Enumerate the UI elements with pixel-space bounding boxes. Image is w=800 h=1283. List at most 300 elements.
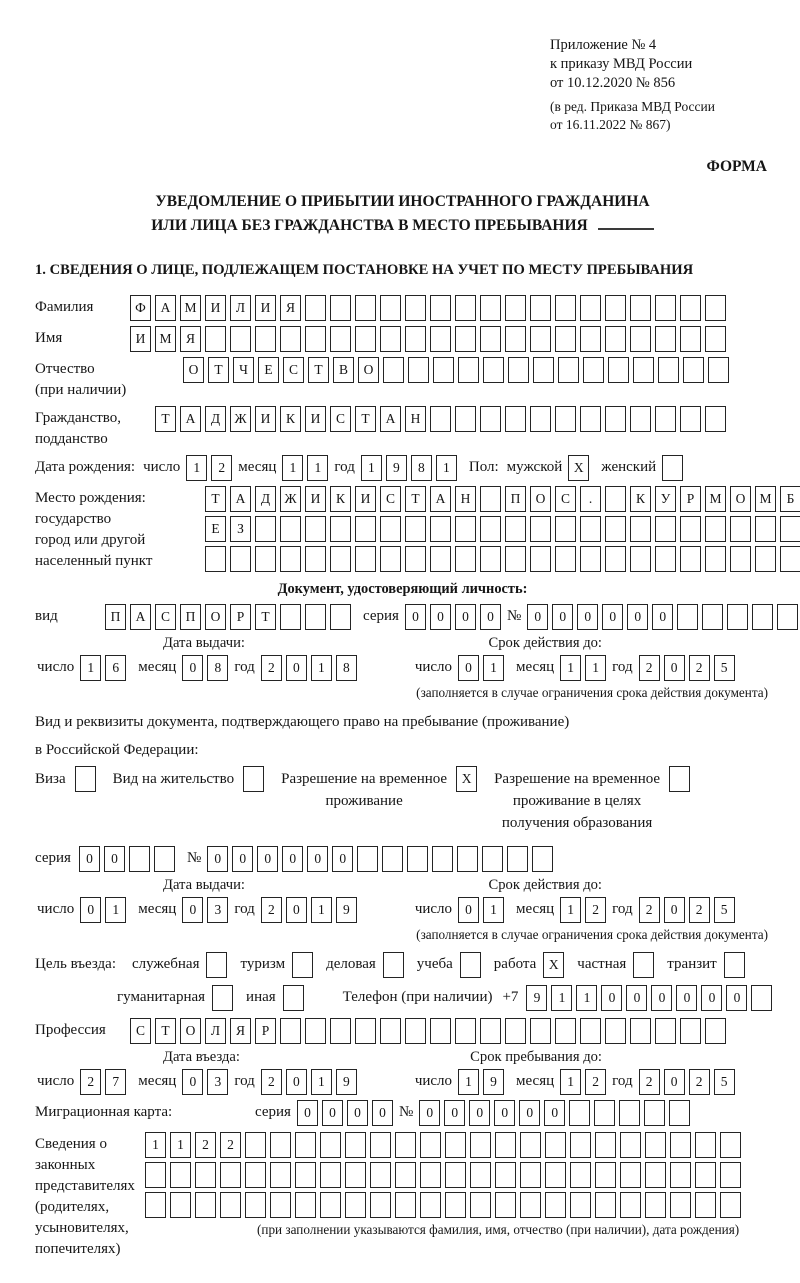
char-box[interactable] xyxy=(777,604,798,630)
char-box[interactable] xyxy=(580,406,601,432)
char-box[interactable] xyxy=(255,516,276,542)
char-box[interactable] xyxy=(670,1192,691,1218)
char-box[interactable]: 0 xyxy=(286,1069,307,1095)
char-box[interactable]: 0 xyxy=(701,985,722,1011)
char-box[interactable] xyxy=(605,295,626,321)
char-box[interactable] xyxy=(605,486,626,512)
char-box[interactable]: П xyxy=(180,604,201,630)
char-box[interactable]: 0 xyxy=(104,846,125,872)
char-box[interactable] xyxy=(620,1132,641,1158)
char-box[interactable] xyxy=(129,846,150,872)
char-box[interactable]: Ф xyxy=(130,295,151,321)
char-box[interactable] xyxy=(295,1192,316,1218)
char-box[interactable] xyxy=(470,1192,491,1218)
char-box[interactable] xyxy=(430,1018,451,1044)
char-box[interactable]: 0 xyxy=(80,897,101,923)
char-box[interactable]: 0 xyxy=(182,1069,203,1095)
char-box[interactable] xyxy=(220,1192,241,1218)
char-box[interactable] xyxy=(520,1192,541,1218)
char-box[interactable]: А xyxy=(230,486,251,512)
char-box[interactable]: 1 xyxy=(458,1069,479,1095)
char-box[interactable]: 1 xyxy=(282,455,303,481)
char-box[interactable] xyxy=(495,1162,516,1188)
char-box[interactable]: С xyxy=(330,406,351,432)
char-box[interactable] xyxy=(730,546,751,572)
checkbox[interactable] xyxy=(724,952,745,978)
char-box[interactable] xyxy=(408,357,429,383)
char-box[interactable] xyxy=(680,516,701,542)
char-box[interactable] xyxy=(630,546,651,572)
char-box[interactable]: . xyxy=(580,486,601,512)
char-box[interactable] xyxy=(330,604,351,630)
char-box[interactable] xyxy=(633,357,654,383)
char-box[interactable]: 0 xyxy=(676,985,697,1011)
char-box[interactable] xyxy=(555,295,576,321)
char-box[interactable] xyxy=(305,546,326,572)
char-box[interactable] xyxy=(677,604,698,630)
char-box[interactable]: 2 xyxy=(585,1069,606,1095)
char-box[interactable]: 8 xyxy=(207,655,228,681)
char-box[interactable]: 1 xyxy=(585,655,606,681)
char-box[interactable]: 0 xyxy=(286,897,307,923)
char-box[interactable] xyxy=(505,546,526,572)
char-box[interactable] xyxy=(407,846,428,872)
char-box[interactable]: 0 xyxy=(544,1100,565,1126)
char-box[interactable] xyxy=(480,546,501,572)
char-box[interactable]: 1 xyxy=(436,455,457,481)
char-box[interactable] xyxy=(555,1018,576,1044)
char-box[interactable]: Е xyxy=(205,516,226,542)
char-box[interactable] xyxy=(495,1132,516,1158)
char-box[interactable]: 2 xyxy=(261,655,282,681)
char-box[interactable] xyxy=(305,295,326,321)
char-box[interactable] xyxy=(245,1162,266,1188)
char-box[interactable] xyxy=(145,1162,166,1188)
char-box[interactable] xyxy=(545,1192,566,1218)
char-box[interactable] xyxy=(305,1018,326,1044)
char-box[interactable] xyxy=(580,295,601,321)
checkbox[interactable]: X xyxy=(456,766,477,792)
char-box[interactable] xyxy=(230,326,251,352)
char-box[interactable] xyxy=(705,546,726,572)
char-box[interactable]: К xyxy=(630,486,651,512)
char-box[interactable] xyxy=(195,1192,216,1218)
char-box[interactable] xyxy=(458,357,479,383)
char-box[interactable] xyxy=(455,326,476,352)
char-box[interactable]: 0 xyxy=(664,655,685,681)
char-box[interactable]: 2 xyxy=(639,655,660,681)
char-box[interactable]: 9 xyxy=(526,985,547,1011)
char-box[interactable]: М xyxy=(180,295,201,321)
char-box[interactable] xyxy=(505,1018,526,1044)
char-box[interactable]: Н xyxy=(455,486,476,512)
char-box[interactable] xyxy=(382,846,403,872)
char-box[interactable] xyxy=(680,1018,701,1044)
char-box[interactable]: Е xyxy=(258,357,279,383)
char-box[interactable] xyxy=(420,1132,441,1158)
char-box[interactable] xyxy=(345,1192,366,1218)
checkbox[interactable] xyxy=(283,985,304,1011)
char-box[interactable] xyxy=(695,1132,716,1158)
char-box[interactable] xyxy=(545,1132,566,1158)
checkbox[interactable] xyxy=(206,952,227,978)
char-box[interactable] xyxy=(580,326,601,352)
char-box[interactable] xyxy=(455,546,476,572)
char-box[interactable]: 2 xyxy=(261,897,282,923)
char-box[interactable]: 0 xyxy=(527,604,548,630)
char-box[interactable]: Я xyxy=(280,295,301,321)
char-box[interactable] xyxy=(195,1162,216,1188)
char-box[interactable] xyxy=(555,546,576,572)
char-box[interactable] xyxy=(520,1162,541,1188)
char-box[interactable] xyxy=(594,1100,615,1126)
char-box[interactable] xyxy=(280,516,301,542)
char-box[interactable] xyxy=(751,985,772,1011)
char-box[interactable] xyxy=(608,357,629,383)
checkbox[interactable] xyxy=(292,952,313,978)
char-box[interactable] xyxy=(480,486,501,512)
char-box[interactable]: 0 xyxy=(282,846,303,872)
char-box[interactable]: 1 xyxy=(361,455,382,481)
char-box[interactable]: 0 xyxy=(332,846,353,872)
char-box[interactable] xyxy=(345,1132,366,1158)
char-box[interactable] xyxy=(705,516,726,542)
checkbox[interactable] xyxy=(460,952,481,978)
char-box[interactable]: 0 xyxy=(651,985,672,1011)
char-box[interactable]: 1 xyxy=(311,1069,332,1095)
char-box[interactable] xyxy=(495,1192,516,1218)
checkbox[interactable] xyxy=(633,952,654,978)
char-box[interactable] xyxy=(530,1018,551,1044)
char-box[interactable]: У xyxy=(655,486,676,512)
char-box[interactable] xyxy=(355,326,376,352)
char-box[interactable]: 0 xyxy=(627,604,648,630)
char-box[interactable] xyxy=(680,326,701,352)
char-box[interactable]: 0 xyxy=(430,604,451,630)
char-box[interactable] xyxy=(555,406,576,432)
char-box[interactable]: 0 xyxy=(458,655,479,681)
char-box[interactable]: С xyxy=(380,486,401,512)
char-box[interactable] xyxy=(605,406,626,432)
char-box[interactable] xyxy=(755,516,776,542)
char-box[interactable] xyxy=(655,406,676,432)
char-box[interactable] xyxy=(295,1132,316,1158)
char-box[interactable]: 0 xyxy=(79,846,100,872)
char-box[interactable]: 0 xyxy=(322,1100,343,1126)
char-box[interactable]: 1 xyxy=(80,655,101,681)
char-box[interactable]: 2 xyxy=(689,655,710,681)
char-box[interactable] xyxy=(455,516,476,542)
char-box[interactable] xyxy=(357,846,378,872)
char-box[interactable] xyxy=(555,326,576,352)
char-box[interactable] xyxy=(380,546,401,572)
char-box[interactable] xyxy=(482,846,503,872)
char-box[interactable]: 0 xyxy=(182,655,203,681)
char-box[interactable]: 3 xyxy=(207,1069,228,1095)
char-box[interactable]: 1 xyxy=(551,985,572,1011)
char-box[interactable] xyxy=(430,326,451,352)
char-box[interactable] xyxy=(395,1162,416,1188)
char-box[interactable] xyxy=(655,516,676,542)
char-box[interactable] xyxy=(445,1132,466,1158)
char-box[interactable] xyxy=(605,326,626,352)
char-box[interactable] xyxy=(580,546,601,572)
char-box[interactable] xyxy=(532,846,553,872)
char-box[interactable] xyxy=(658,357,679,383)
char-box[interactable] xyxy=(430,295,451,321)
checkbox[interactable] xyxy=(243,766,264,792)
char-box[interactable] xyxy=(355,546,376,572)
char-box[interactable]: 2 xyxy=(689,897,710,923)
char-box[interactable]: М xyxy=(705,486,726,512)
char-box[interactable] xyxy=(395,1192,416,1218)
char-box[interactable] xyxy=(605,1018,626,1044)
char-box[interactable]: З xyxy=(230,516,251,542)
char-box[interactable] xyxy=(320,1162,341,1188)
char-box[interactable] xyxy=(605,546,626,572)
char-box[interactable]: А xyxy=(180,406,201,432)
char-box[interactable] xyxy=(595,1192,616,1218)
char-box[interactable] xyxy=(270,1192,291,1218)
char-box[interactable] xyxy=(330,326,351,352)
char-box[interactable] xyxy=(530,546,551,572)
char-box[interactable]: Б xyxy=(780,486,800,512)
char-box[interactable] xyxy=(330,546,351,572)
char-box[interactable] xyxy=(405,1018,426,1044)
char-box[interactable] xyxy=(455,1018,476,1044)
char-box[interactable] xyxy=(780,516,800,542)
char-box[interactable]: П xyxy=(505,486,526,512)
char-box[interactable] xyxy=(470,1132,491,1158)
char-box[interactable] xyxy=(305,516,326,542)
char-box[interactable] xyxy=(255,326,276,352)
char-box[interactable] xyxy=(644,1100,665,1126)
char-box[interactable] xyxy=(569,1100,590,1126)
char-box[interactable]: 2 xyxy=(195,1132,216,1158)
char-box[interactable]: С xyxy=(555,486,576,512)
char-box[interactable] xyxy=(355,516,376,542)
char-box[interactable] xyxy=(680,546,701,572)
char-box[interactable]: О xyxy=(180,1018,201,1044)
char-box[interactable]: А xyxy=(130,604,151,630)
char-box[interactable] xyxy=(570,1132,591,1158)
char-box[interactable] xyxy=(558,357,579,383)
char-box[interactable]: 0 xyxy=(602,604,623,630)
char-box[interactable] xyxy=(755,546,776,572)
char-box[interactable] xyxy=(480,406,501,432)
checkbox[interactable] xyxy=(212,985,233,1011)
char-box[interactable] xyxy=(570,1162,591,1188)
char-box[interactable]: 9 xyxy=(483,1069,504,1095)
char-box[interactable]: А xyxy=(430,486,451,512)
char-box[interactable] xyxy=(330,1018,351,1044)
char-box[interactable]: А xyxy=(155,295,176,321)
char-box[interactable] xyxy=(305,326,326,352)
char-box[interactable] xyxy=(305,604,326,630)
char-box[interactable] xyxy=(620,1162,641,1188)
char-box[interactable]: Т xyxy=(155,1018,176,1044)
char-box[interactable] xyxy=(655,1018,676,1044)
char-box[interactable]: И xyxy=(355,486,376,512)
char-box[interactable] xyxy=(520,1132,541,1158)
char-box[interactable] xyxy=(670,1132,691,1158)
char-box[interactable]: 1 xyxy=(145,1132,166,1158)
char-box[interactable]: 5 xyxy=(714,1069,735,1095)
char-box[interactable]: О xyxy=(358,357,379,383)
char-box[interactable]: Т xyxy=(255,604,276,630)
char-box[interactable] xyxy=(583,357,604,383)
char-box[interactable]: 0 xyxy=(458,897,479,923)
char-box[interactable] xyxy=(705,1018,726,1044)
char-box[interactable] xyxy=(620,1192,641,1218)
char-box[interactable]: 0 xyxy=(626,985,647,1011)
char-box[interactable] xyxy=(780,546,800,572)
char-box[interactable]: Л xyxy=(205,1018,226,1044)
char-box[interactable]: Д xyxy=(255,486,276,512)
char-box[interactable]: 0 xyxy=(494,1100,515,1126)
char-box[interactable] xyxy=(270,1132,291,1158)
char-box[interactable] xyxy=(445,1162,466,1188)
char-box[interactable] xyxy=(154,846,175,872)
char-box[interactable] xyxy=(330,516,351,542)
char-box[interactable]: 0 xyxy=(726,985,747,1011)
char-box[interactable] xyxy=(720,1192,741,1218)
char-box[interactable] xyxy=(507,846,528,872)
char-box[interactable] xyxy=(630,326,651,352)
char-box[interactable]: М xyxy=(755,486,776,512)
char-box[interactable] xyxy=(605,516,626,542)
char-box[interactable]: С xyxy=(283,357,304,383)
char-box[interactable]: 0 xyxy=(307,846,328,872)
char-box[interactable] xyxy=(380,326,401,352)
char-box[interactable]: 2 xyxy=(585,897,606,923)
char-box[interactable] xyxy=(430,516,451,542)
char-box[interactable]: Ч xyxy=(233,357,254,383)
char-box[interactable] xyxy=(455,406,476,432)
char-box[interactable]: 0 xyxy=(207,846,228,872)
char-box[interactable] xyxy=(680,406,701,432)
char-box[interactable]: 0 xyxy=(444,1100,465,1126)
char-box[interactable]: О xyxy=(530,486,551,512)
char-box[interactable] xyxy=(505,516,526,542)
char-box[interactable] xyxy=(205,326,226,352)
char-box[interactable] xyxy=(205,546,226,572)
checkbox[interactable]: X xyxy=(543,952,564,978)
char-box[interactable] xyxy=(645,1132,666,1158)
char-box[interactable] xyxy=(370,1162,391,1188)
char-box[interactable] xyxy=(655,326,676,352)
char-box[interactable] xyxy=(530,326,551,352)
char-box[interactable] xyxy=(230,546,251,572)
char-box[interactable] xyxy=(345,1162,366,1188)
char-box[interactable]: 1 xyxy=(560,655,581,681)
char-box[interactable] xyxy=(595,1132,616,1158)
char-box[interactable] xyxy=(380,1018,401,1044)
char-box[interactable] xyxy=(705,295,726,321)
char-box[interactable] xyxy=(505,406,526,432)
char-box[interactable]: 0 xyxy=(519,1100,540,1126)
char-box[interactable]: 1 xyxy=(186,455,207,481)
char-box[interactable] xyxy=(670,1162,691,1188)
char-box[interactable]: 9 xyxy=(336,1069,357,1095)
char-box[interactable]: 5 xyxy=(714,897,735,923)
char-box[interactable]: 0 xyxy=(257,846,278,872)
char-box[interactable]: 7 xyxy=(105,1069,126,1095)
char-box[interactable] xyxy=(255,546,276,572)
char-box[interactable]: 8 xyxy=(336,655,357,681)
char-box[interactable]: 0 xyxy=(664,1069,685,1095)
char-box[interactable]: Р xyxy=(230,604,251,630)
char-box[interactable] xyxy=(645,1192,666,1218)
char-box[interactable] xyxy=(505,326,526,352)
char-box[interactable]: Т xyxy=(308,357,329,383)
char-box[interactable]: Л xyxy=(230,295,251,321)
char-box[interactable] xyxy=(705,406,726,432)
char-box[interactable]: 2 xyxy=(639,897,660,923)
char-box[interactable] xyxy=(470,1162,491,1188)
char-box[interactable] xyxy=(645,1162,666,1188)
char-box[interactable] xyxy=(405,546,426,572)
char-box[interactable]: Т xyxy=(208,357,229,383)
char-box[interactable]: 0 xyxy=(664,897,685,923)
char-box[interactable]: 1 xyxy=(307,455,328,481)
char-box[interactable]: Т xyxy=(355,406,376,432)
char-box[interactable] xyxy=(270,1162,291,1188)
char-box[interactable] xyxy=(508,357,529,383)
char-box[interactable] xyxy=(405,326,426,352)
char-box[interactable]: А xyxy=(380,406,401,432)
char-box[interactable]: Н xyxy=(405,406,426,432)
char-box[interactable]: И xyxy=(255,295,276,321)
char-box[interactable] xyxy=(695,1162,716,1188)
char-box[interactable] xyxy=(455,295,476,321)
char-box[interactable] xyxy=(720,1132,741,1158)
char-box[interactable] xyxy=(530,406,551,432)
char-box[interactable]: 2 xyxy=(80,1069,101,1095)
char-box[interactable] xyxy=(280,604,301,630)
char-box[interactable]: 1 xyxy=(560,1069,581,1095)
char-box[interactable] xyxy=(430,406,451,432)
char-box[interactable] xyxy=(530,295,551,321)
char-box[interactable] xyxy=(245,1132,266,1158)
char-box[interactable] xyxy=(405,516,426,542)
char-box[interactable]: И xyxy=(255,406,276,432)
char-box[interactable]: 1 xyxy=(483,897,504,923)
char-box[interactable] xyxy=(680,295,701,321)
char-box[interactable]: В xyxy=(333,357,354,383)
char-box[interactable]: 8 xyxy=(411,455,432,481)
char-box[interactable]: О xyxy=(183,357,204,383)
char-box[interactable]: 0 xyxy=(372,1100,393,1126)
char-box[interactable] xyxy=(630,295,651,321)
char-box[interactable] xyxy=(445,1192,466,1218)
char-box[interactable]: 1 xyxy=(311,897,332,923)
char-box[interactable]: 2 xyxy=(689,1069,710,1095)
char-box[interactable] xyxy=(655,295,676,321)
char-box[interactable] xyxy=(595,1162,616,1188)
char-box[interactable]: 2 xyxy=(261,1069,282,1095)
char-box[interactable] xyxy=(669,1100,690,1126)
char-box[interactable] xyxy=(630,406,651,432)
char-box[interactable] xyxy=(320,1192,341,1218)
char-box[interactable] xyxy=(555,516,576,542)
char-box[interactable]: 0 xyxy=(405,604,426,630)
char-box[interactable] xyxy=(630,516,651,542)
char-box[interactable] xyxy=(457,846,478,872)
char-box[interactable]: И xyxy=(130,326,151,352)
char-box[interactable]: Т xyxy=(205,486,226,512)
char-box[interactable]: 0 xyxy=(469,1100,490,1126)
